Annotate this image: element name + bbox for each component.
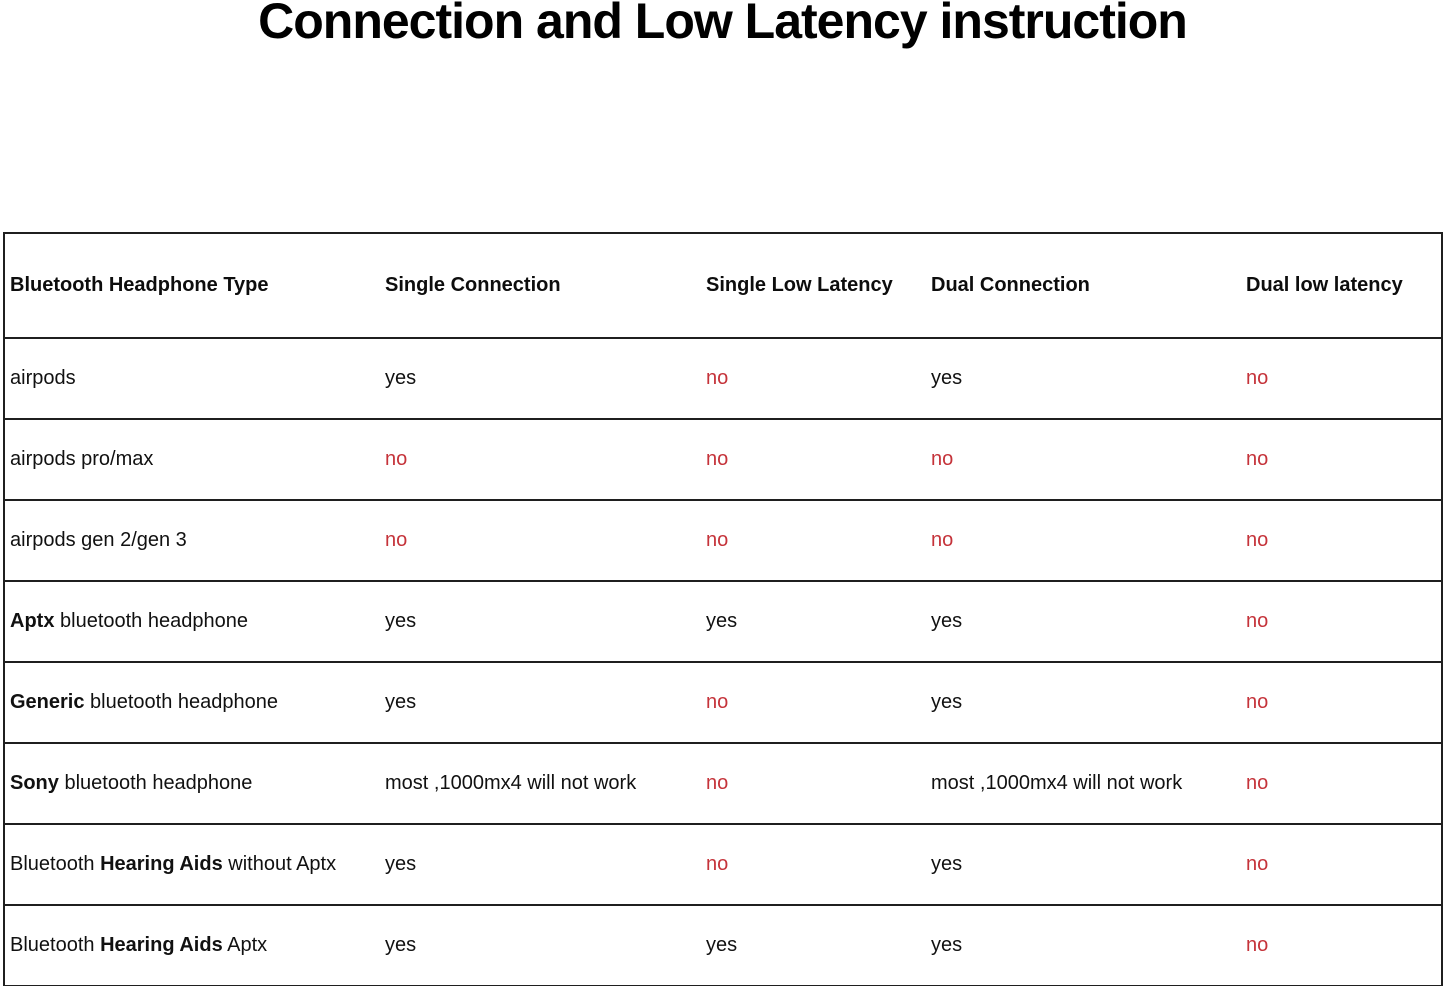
table-row (4, 581, 1442, 662)
value-cell: no (706, 529, 729, 551)
headphone-type-cell (4, 824, 380, 905)
value-cell: yes (706, 610, 738, 632)
value-cell: yes (931, 934, 963, 956)
headphone-type-text: bluetooth headphone (54, 610, 248, 632)
value-cell: yes (931, 610, 963, 632)
value-cell: no (385, 529, 408, 551)
headphone-type-cell (4, 662, 380, 743)
headphone-type-text: Aptx (222, 934, 268, 956)
headphone-type-text: Sony (10, 772, 59, 794)
headphone-type-text: without Aptx (222, 853, 337, 875)
table-row (4, 338, 1442, 419)
headphone-type-text: airpods (10, 367, 76, 389)
value-cell: no (706, 367, 729, 389)
value-cell: yes (931, 691, 963, 713)
value-cell: no (1246, 529, 1269, 551)
value-cell: yes (385, 691, 417, 713)
headphone-type-cell (4, 338, 380, 419)
value-cell: no (1246, 610, 1269, 632)
headphone-type-cell (4, 500, 380, 581)
connection-table (3, 232, 1443, 986)
headphone-type-cell (4, 419, 380, 500)
table-row (4, 419, 1442, 500)
header-row (4, 233, 1442, 338)
value-cell: no (931, 448, 954, 470)
value-cell: no (706, 853, 729, 875)
headphone-type-text: Generic (10, 691, 85, 713)
column-header: Bluetooth Headphone Type (10, 274, 269, 296)
value-cell: yes (385, 934, 417, 956)
table-row (4, 500, 1442, 581)
headphone-type-cell (4, 743, 380, 824)
value-cell: yes (931, 367, 963, 389)
headphone-type-cell (4, 581, 380, 662)
column-header: Single Low Latency (706, 274, 893, 296)
value-cell: no (1246, 448, 1269, 470)
column-header: Single Connection (385, 274, 561, 296)
value-cell: no (385, 448, 408, 470)
headphone-type-cell (4, 905, 380, 986)
value-cell: yes (385, 610, 417, 632)
value-cell: no (1246, 853, 1269, 875)
headphone-type-text: Bluetooth (10, 853, 101, 875)
table-row (4, 662, 1442, 743)
value-cell: yes (385, 367, 417, 389)
headphone-type-text: airpods pro/max (10, 448, 154, 470)
value-cell: most ,1000mx4 will not work (385, 772, 637, 794)
headphone-type-text: Hearing Aids (100, 934, 223, 956)
table-row (4, 905, 1442, 986)
value-cell: yes (706, 934, 738, 956)
table-row (4, 743, 1442, 824)
value-cell: no (1246, 691, 1269, 713)
headphone-type-text: airpods gen 2/gen 3 (10, 529, 187, 551)
table-row (4, 824, 1442, 905)
value-cell: yes (385, 853, 417, 875)
value-cell: most ,1000mx4 will not work (931, 772, 1183, 794)
value-cell: no (706, 691, 729, 713)
headphone-type-text: bluetooth headphone (58, 772, 253, 794)
value-cell: no (931, 529, 954, 551)
headphone-type-text: Hearing Aids (100, 853, 223, 875)
headphone-type-text: Bluetooth (10, 934, 101, 956)
value-cell: no (706, 448, 729, 470)
column-header: Dual Connection (931, 274, 1090, 296)
column-header: Dual low latency (1246, 274, 1403, 296)
value-cell: no (1246, 934, 1269, 956)
headphone-type-text: Aptx (10, 610, 55, 632)
value-cell: no (706, 772, 729, 794)
value-cell: no (1246, 772, 1269, 794)
page-title: Connection and Low Latency instruction (258, 0, 1187, 49)
value-cell: yes (931, 853, 963, 875)
value-cell: no (1246, 367, 1269, 389)
table-body (4, 338, 1442, 986)
headphone-type-text: bluetooth headphone (84, 691, 278, 713)
